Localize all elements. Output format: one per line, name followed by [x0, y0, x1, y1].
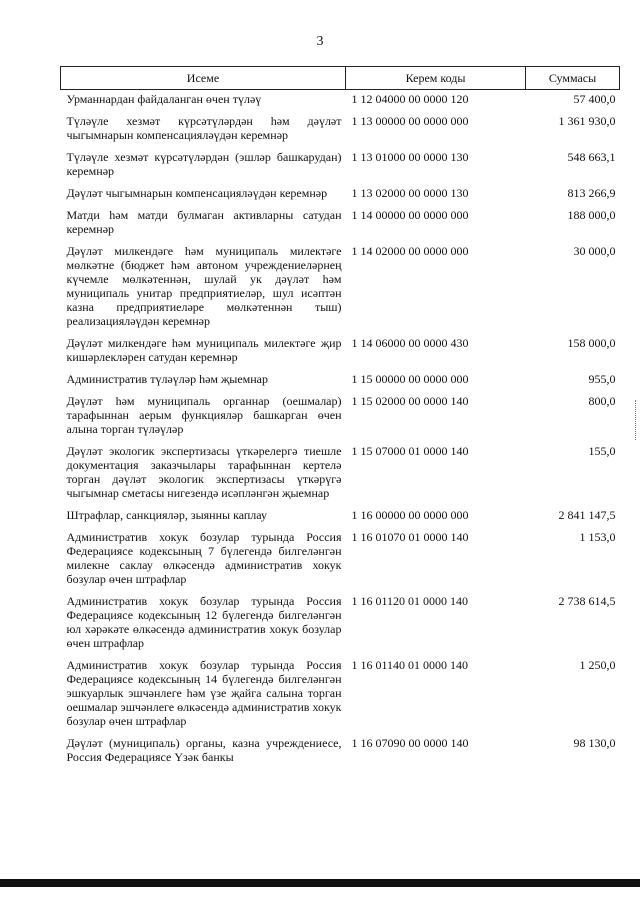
row-sum: 57 400,0 [573, 92, 616, 106]
table-row [61, 734, 620, 770]
row-name: Дәүләт экологик экспертизасы үткәрелергә тиешле документация заказчылары тарафыннан кертелә торган дәүләт экологик экспертизасы үткәрүгә чыгымнар сметасы нигезендә исәпләнгән җыемнар [66, 444, 342, 500]
row-sum: 30 000,0 [573, 244, 616, 258]
table-body [61, 90, 620, 771]
row-code: 1 16 01120 01 0000 140 [351, 594, 469, 608]
table-row [61, 656, 620, 734]
row-code: 1 14 00000 00 0000 000 [351, 208, 469, 222]
row-name: Дәүләт һәм муниципаль органнар (оешмалар) тарафыннан аерым функцияләр башкарган өчен алына торган түләүләр [66, 394, 342, 436]
table-row [61, 206, 620, 242]
table-row [61, 528, 620, 592]
row-code: 1 14 02000 00 0000 000 [351, 244, 469, 258]
header-sum: Суммасы [526, 67, 620, 90]
header-code: Керем коды [346, 67, 526, 90]
row-name: Түләүле хезмәт күрсәтүләрдән (эшләр башкарудан) керемнәр [66, 150, 342, 178]
row-name: Түләүле хезмәт күрсәтүләрдән һәм дәүләт чыгымнарын компенсацияләүдән керемнәр [66, 114, 342, 142]
row-name: Штрафлар, санкцияләр, зыянны каплау [66, 508, 268, 522]
row-name: Административ хокук бозулар турында Россия Федерациясе кодексының 7 бүлегендә билгеләнгән милекне саклау өлкәсендә административ хокук бозулар өчен штрафлар [66, 530, 342, 586]
header-name: Исеме [61, 67, 346, 90]
table-row [61, 90, 620, 113]
table-row [61, 112, 620, 148]
row-sum: 155,0 [588, 444, 616, 458]
row-sum: 1 250,0 [579, 658, 616, 672]
row-name: Матди һәм матди булмаган активларны сатудан керемнәр [66, 208, 342, 236]
row-sum: 800,0 [588, 394, 616, 408]
row-code: 1 12 04000 00 0000 120 [351, 92, 469, 106]
row-sum: 955,0 [588, 372, 616, 386]
row-code: 1 13 02000 00 0000 130 [351, 186, 469, 200]
row-name: Дәүләт милкендәге һәм муниципаль милектәге мөлкәтне (бюджет һәм автоном учреждениеләрнең күчемле мөлкәтеннән, шулай ук дәүләт һәм муниципаль унитар предприятиеләр, шул исәптән казна предприятиеләре мөлкәтеннән тыш) реализацияләүдән керемнәр [66, 244, 342, 328]
row-sum: 2 738 614,5 [558, 594, 616, 608]
table-row [61, 592, 620, 656]
row-code: 1 16 00000 00 0000 000 [351, 508, 469, 522]
row-sum: 1 361 930,0 [558, 114, 616, 128]
row-name: Урманнардан файдаланган өчен түләү [66, 92, 262, 106]
row-sum: 188 000,0 [567, 208, 616, 222]
row-name: Дәүләт (муниципаль) органы, казна учреждениесе, Россия Федерациясе Үзәк банкы [66, 736, 342, 764]
row-sum: 548 663,1 [567, 150, 616, 164]
row-name: Дәүләт милкендәге һәм муниципаль милектәге җир кишәрлекләрен сатудан керемнәр [66, 336, 342, 364]
table-row [61, 334, 620, 370]
row-code: 1 15 07000 01 0000 140 [351, 444, 469, 458]
row-code: 1 13 01000 00 0000 130 [351, 150, 469, 164]
row-sum: 1 153,0 [579, 530, 616, 544]
table-row [61, 442, 620, 506]
edge-scan-mark [635, 400, 637, 440]
revenue-table [60, 66, 620, 770]
table-row [61, 370, 620, 392]
row-code: 1 16 01070 01 0000 140 [351, 530, 469, 544]
row-name: Дәүләт чыгымнарын компенсацияләүдән керемнәр [66, 186, 328, 200]
table-row [61, 392, 620, 442]
table-header-row [61, 67, 620, 90]
row-name: Административ хокук бозулар турында Россия Федерациясе кодексының 12 бүлегендә билгеләнгән юл хәрәкәте өлкәсендә административ хокук бозулар өчен штрафлар [66, 594, 342, 650]
row-code: 1 14 06000 00 0000 430 [351, 336, 469, 350]
row-sum: 2 841 147,5 [558, 508, 616, 522]
table-row [61, 148, 620, 184]
row-name: Административ хокук бозулар турында Россия Федерациясе кодексының 14 бүлегендә билгеләнгән эшкуарлык эшчәнлеге һәм үзе җайга салына торган оешмалар эшчәнлеге өлкәсендә административ хокук бозулар өчен штрафлар [66, 658, 342, 728]
row-code: 1 15 02000 00 0000 140 [351, 394, 469, 408]
table-row [61, 242, 620, 334]
bottom-scan-bar [0, 879, 640, 887]
row-sum: 158 000,0 [567, 336, 616, 350]
row-code: 1 15 00000 00 0000 000 [351, 372, 469, 386]
row-name: Административ түләүләр һәм җыемнар [66, 372, 269, 386]
row-sum: 813 266,9 [567, 186, 616, 200]
page-number: 3 [316, 34, 324, 49]
row-code: 1 13 00000 00 0000 000 [351, 114, 469, 128]
row-sum: 98 130,0 [573, 736, 616, 750]
row-code: 1 16 07090 00 0000 140 [351, 736, 469, 750]
table-row [61, 184, 620, 206]
table-row [61, 506, 620, 528]
row-code: 1 16 01140 01 0000 140 [351, 658, 469, 672]
